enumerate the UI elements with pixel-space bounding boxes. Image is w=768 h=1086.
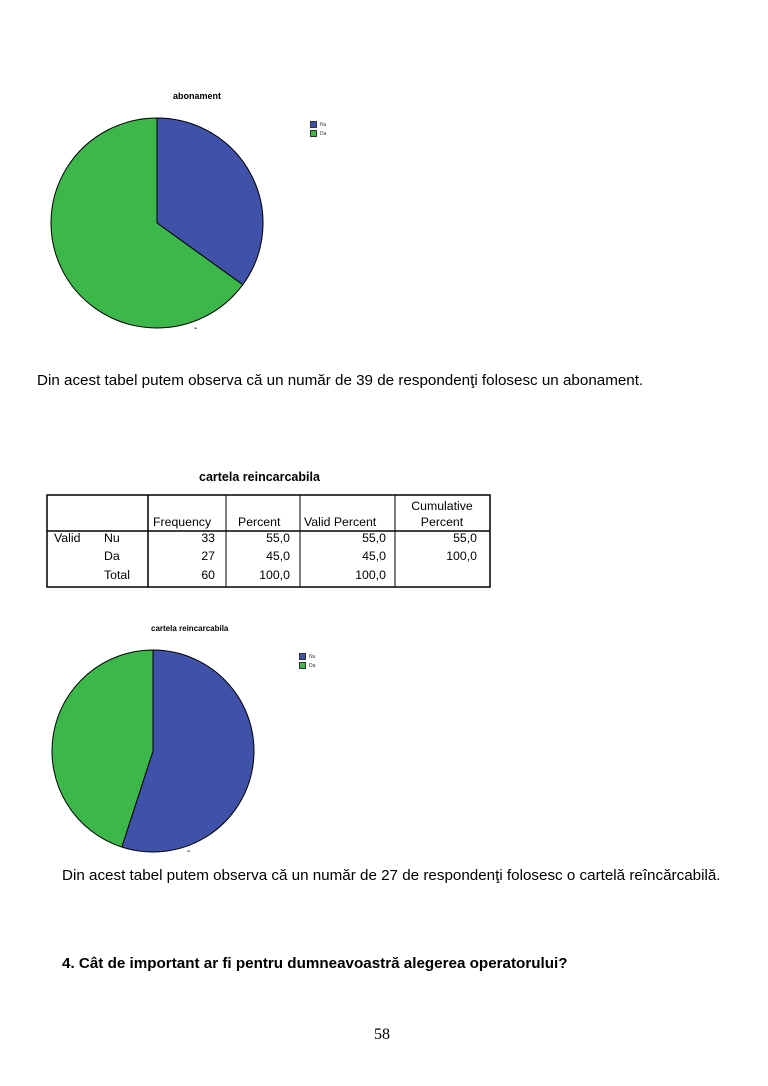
paragraph-cartela: Din acest tabel putem observa că un număr de 27 de respondenţi folosesc o cartelă reîncărcabilă. — [62, 867, 721, 884]
legend-item — [299, 661, 315, 670]
chart1-legend — [310, 120, 326, 138]
legend-item — [299, 652, 315, 661]
legend-item — [310, 129, 326, 138]
table-row — [104, 568, 490, 586]
question-heading: 4. Cât de important ar fi pentru dumneavoastră alegerea operatorului? — [62, 955, 568, 972]
row-group-valid: Valid — [54, 531, 81, 545]
row-label: Da — [104, 549, 120, 563]
cell-frequency: 60 — [201, 568, 215, 582]
cell-valid-percent: 45,0 — [362, 549, 386, 563]
row-label: Nu — [104, 531, 120, 545]
cell-cumulative: 55,0 — [453, 531, 477, 545]
header-frequency: Frequency — [153, 515, 212, 529]
cell-percent: 45,0 — [266, 549, 290, 563]
legend-swatch-nu — [299, 653, 306, 660]
chart1-footnote: - — [194, 323, 198, 334]
table-body — [104, 531, 490, 586]
header-cumulative: Cumulative — [411, 499, 473, 513]
cell-frequency: 33 — [201, 531, 215, 545]
cell-valid-percent: 55,0 — [362, 531, 386, 545]
table-title: cartela reincarcabila — [199, 470, 320, 484]
chart1-title: abonament — [173, 91, 222, 101]
table-row — [104, 531, 490, 549]
header-percent: Percent — [238, 515, 281, 529]
cell-percent: 100,0 — [259, 568, 290, 582]
chart2-pie — [52, 650, 254, 852]
table-row — [104, 549, 490, 568]
chart1-pie — [51, 118, 263, 328]
header-cumulative-percent: Percent — [420, 515, 464, 529]
chart2-legend — [299, 652, 315, 670]
legend-label: Da — [309, 662, 316, 669]
chart2-title: cartela reincarcabila — [151, 624, 229, 633]
page-number: 58 — [374, 1026, 390, 1043]
legend-label: Da — [320, 130, 327, 137]
cell-cumulative: 100,0 — [446, 549, 477, 563]
header-valid-percent: Valid Percent — [304, 515, 377, 529]
chart2-footnote: - — [187, 846, 191, 857]
cell-valid-percent: 100,0 — [355, 568, 386, 582]
legend-label: Nu — [320, 121, 327, 128]
cell-frequency: 27 — [201, 549, 215, 563]
paragraph-abonament: Din acest tabel putem observa că un număr de 39 de respondenţi folosesc un abonament. — [37, 372, 644, 389]
legend-item — [310, 120, 326, 129]
row-label: Total — [104, 568, 130, 582]
cell-percent: 55,0 — [266, 531, 290, 545]
legend-label: Nu — [309, 653, 316, 660]
legend-swatch-da — [310, 130, 317, 137]
legend-swatch-da — [299, 662, 306, 669]
legend-swatch-nu — [310, 121, 317, 128]
